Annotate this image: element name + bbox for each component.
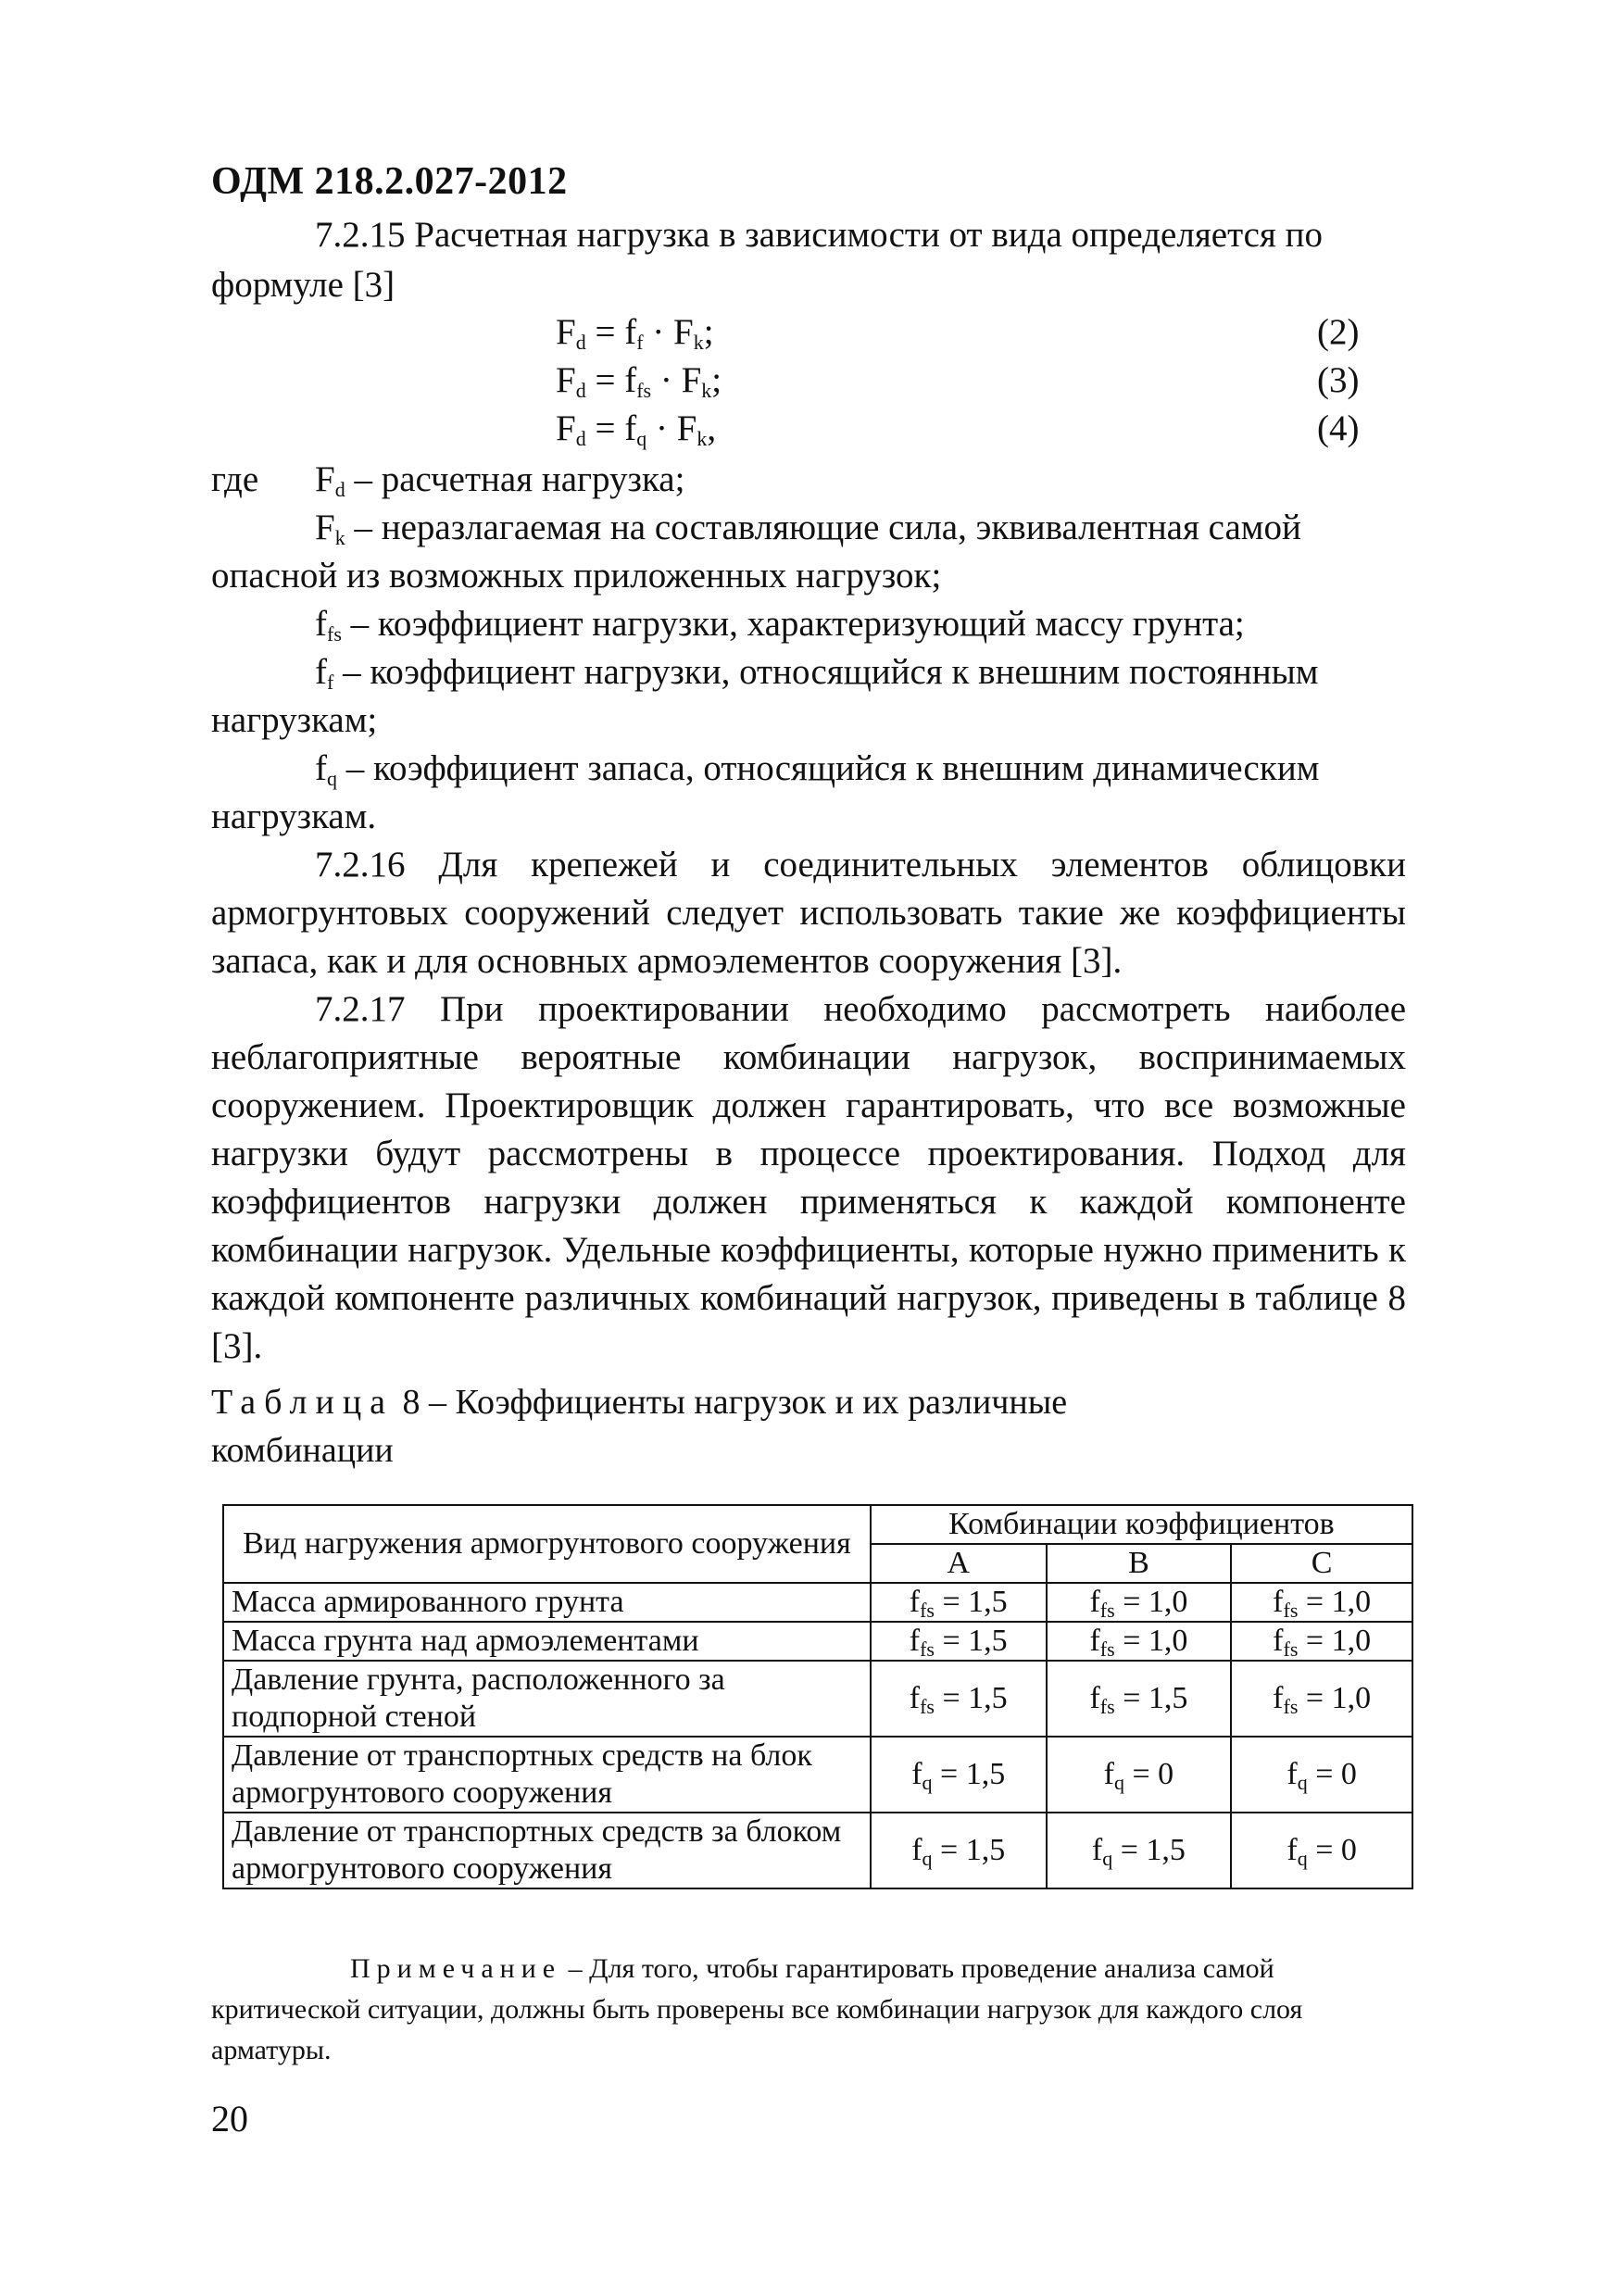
- table-note-text: Примечание – Для того, чтобы гарантировать проведение анализа самой критической ситуации, должны быть проверены все комбинации нагрузок для каждого слоя арматуры.: [211, 1953, 1303, 2065]
- table-header-combinations: Комбинации коэффициентов: [871, 1505, 1412, 1544]
- where-label: где: [211, 459, 259, 499]
- where-fd: $F_d$ – расчетная нагрузка;: [315, 459, 685, 501]
- where-fq-line2: нагрузкам.: [211, 797, 377, 836]
- table-row-label: Масса армированного грунта: [223, 1583, 871, 1622]
- table-cell-a: $f_{fs} = 1,5$: [871, 1622, 1047, 1661]
- table-caption-line2: комбинации: [211, 1431, 394, 1470]
- table-row-label: Давление от транспортных средств за блоком армогрунтового сооружения: [223, 1813, 871, 1888]
- where-ff-line1: $f_f$ – коэффициент нагрузки, относящийся к внешним постоянным: [315, 652, 1319, 694]
- table-cell-c: $f_q = 0$: [1231, 1737, 1412, 1813]
- table-caption-label: Таблица: [211, 1383, 395, 1422]
- table-note-label: Примечание: [350, 1953, 562, 1984]
- formula-3-number: (3): [1317, 360, 1360, 400]
- where-fk-line1: $F_k$ – неразлагаемая на составляющие сила, эквивалентная самой: [315, 508, 1301, 549]
- formula-2-number: (2): [1317, 312, 1360, 352]
- where-ff-line2: нагрузкам;: [211, 700, 378, 740]
- table-cell-b: $f_{fs} = 1,0$: [1047, 1622, 1232, 1661]
- table-cell-c: $f_{fs} = 1,0$: [1231, 1622, 1412, 1661]
- table-cell-a: $f_q = 1,5$: [871, 1737, 1047, 1813]
- table-cell-b: $f_q = 0$: [1047, 1737, 1232, 1813]
- table-cell-b: $f_{fs} = 1,5$: [1047, 1661, 1232, 1737]
- page-number: 20: [211, 2098, 248, 2139]
- table-cell-b: $f_{fs} = 1,0$: [1047, 1583, 1232, 1622]
- table-cell-c: $f_{fs} = 1,0$: [1231, 1583, 1412, 1622]
- table-row: [223, 1583, 1412, 1622]
- document-header: ОДМ 218.2.027-2012: [211, 160, 568, 203]
- table-row: [223, 1813, 1412, 1888]
- where-ffs: $f_{fs}$ – коэффициент нагрузки, характеризующий массу грунта;: [315, 604, 1245, 646]
- formula-2: $F_d = f_f \cdot F_k$;: [556, 312, 714, 354]
- formula-3: $F_d = f_{fs} \cdot F_k$;: [556, 360, 722, 402]
- table-cell-a: $f_q = 1,5$: [871, 1813, 1047, 1888]
- table-header-a: A: [871, 1544, 1047, 1583]
- table-note: [211, 1949, 1406, 2071]
- table-cell-b: $f_q = 1,5$: [1047, 1813, 1232, 1888]
- table-header-b: B: [1047, 1544, 1232, 1583]
- table-header-row: [223, 1505, 1412, 1544]
- table-row: [223, 1737, 1412, 1813]
- table-cell-a: $f_{fs} = 1,5$: [871, 1583, 1047, 1622]
- formula-4-number: (4): [1317, 408, 1360, 448]
- table-cell-c: $f_{fs} = 1,0$: [1231, 1661, 1412, 1737]
- table-row: [223, 1622, 1412, 1661]
- formula-4: $F_d = f_q \cdot F_k$,: [556, 408, 717, 450]
- paragraph-7-2-17: 7.2.17 При проектировании необходимо рассмотреть наиболее неблагоприятные вероятные комбинации нагрузок, воспринимаемых сооружением. Проектировщик должен гарантировать, что все возможные нагрузки будут рассмотрены в процессе проектирования. Подход для коэффициентов нагрузки должен применяться к каждой компоненте комбинации нагрузок. Удельные коэффициенты, которые нужно применить к каждой компоненте различных комбинаций нагрузок, приведены в таблице 8 [3].: [211, 989, 1406, 1366]
- where-fq-line1: $f_q$ – коэффициент запаса, относящийся к внешним динамическим: [315, 748, 1320, 790]
- table-row: [223, 1661, 1412, 1737]
- coefficients-table: [222, 1504, 1413, 1889]
- paragraph-7-2-15-line1: 7.2.15 Расчетная нагрузка в зависимости от вида определяется по: [315, 215, 1323, 255]
- table-header-c: C: [1231, 1544, 1412, 1583]
- table-row-label: Масса грунта над армоэлементами: [223, 1622, 871, 1661]
- table-caption-title: 8 – Коэффициенты нагрузок и их различные: [394, 1383, 1068, 1422]
- table-row-label: Давление от транспортных средств на блок армогрунтового сооружения: [223, 1737, 871, 1813]
- paragraph-7-2-15-line2: формуле [3]: [211, 265, 395, 305]
- table-caption: [211, 1378, 1323, 1474]
- table-row-label: Давление грунта, расположенного за подпорной стеной: [223, 1661, 871, 1737]
- table-header-load-type: Вид нагружения армогрунтового сооружения: [223, 1505, 871, 1583]
- where-fk-line2: опасной из возможных приложенных нагрузок;: [211, 556, 942, 596]
- paragraph-7-2-16: 7.2.16 Для крепежей и соединительных элементов облицовки армогрунтовых сооружений следует использовать такие же коэффициенты запаса, как и для основных армоэлементов сооружения [3].: [211, 845, 1406, 981]
- table-cell-c: $f_q = 0$: [1231, 1813, 1412, 1888]
- table-cell-a: $f_{fs} = 1,5$: [871, 1661, 1047, 1737]
